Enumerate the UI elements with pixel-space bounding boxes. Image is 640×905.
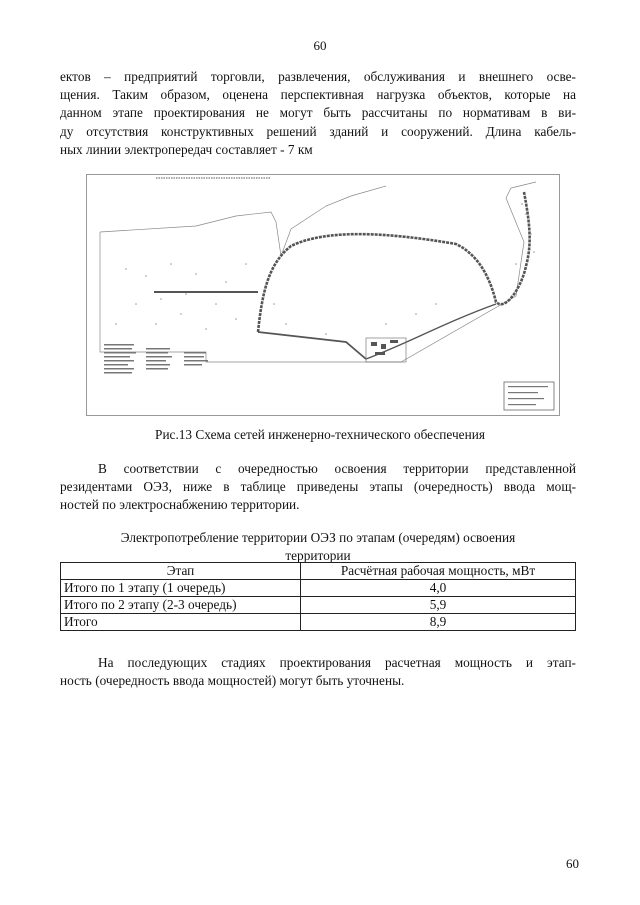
power-cell: 4,0: [301, 580, 576, 597]
conclusion-paragraph: [60, 654, 576, 690]
table-title-line: территории: [285, 548, 351, 563]
stage-cell: Итого по 1 этапу (1 очередь): [61, 580, 301, 597]
page-number-top: 60: [313, 38, 327, 53]
engineering-networks-scheme: [86, 174, 560, 416]
text-line: ектов – предприятий торговли, развлечения, обслуживания и внешнего осве-: [60, 69, 576, 84]
stages-paragraph: [60, 460, 576, 515]
text-line: ных линии электропередач составляет - 7 км: [60, 141, 313, 157]
text-line: данном этапе проектирования не могут быть рассчитаны по нормативам в ви-: [60, 105, 576, 121]
stage-cell: Итого по 2 этапу (2-3 очередь): [61, 597, 301, 614]
table-row: [61, 580, 576, 597]
column-header-stage: Этап: [61, 563, 301, 580]
column-header-power: Расчётная рабочая мощность, мВт: [301, 563, 576, 580]
text-line: В соответствии с очередностью освоения территории представленной: [98, 461, 576, 476]
text-line: резидентами ОЭЗ, ниже в таблице приведены этапы (очередность) ввода мощ-: [60, 479, 576, 495]
text-line: ду отсутствия конструктивных решений зданий и сооружений. Длина кабель-: [60, 123, 576, 139]
table-header-row: [61, 563, 576, 580]
figure-caption: Рис.13 Схема сетей инженерно-технического обеспечения: [155, 427, 485, 442]
text-line: ность (очередность ввода мощностей) могут быть уточнены.: [60, 673, 405, 689]
page-number-bottom: 60: [566, 856, 579, 871]
table-title: [60, 529, 576, 565]
table-row: [61, 597, 576, 614]
text-line: щения. Таким образом, оценена перспективная нагрузка объектов, которые на: [60, 87, 576, 103]
text-line: На последующих стадиях проектирования расчетная мощность и этап-: [98, 655, 576, 670]
power-consumption-table: [60, 562, 576, 631]
power-cell: 8,9: [301, 614, 576, 631]
power-cell: 5,9: [301, 597, 576, 614]
intro-paragraph: [60, 68, 576, 159]
table-row: [61, 614, 576, 631]
stage-cell: Итого: [61, 614, 301, 631]
text-line: ностей по электроснабжению территории.: [60, 497, 300, 513]
table-title-line: Электропотребление территории ОЭЗ по этапам (очередям) освоения: [120, 530, 516, 545]
